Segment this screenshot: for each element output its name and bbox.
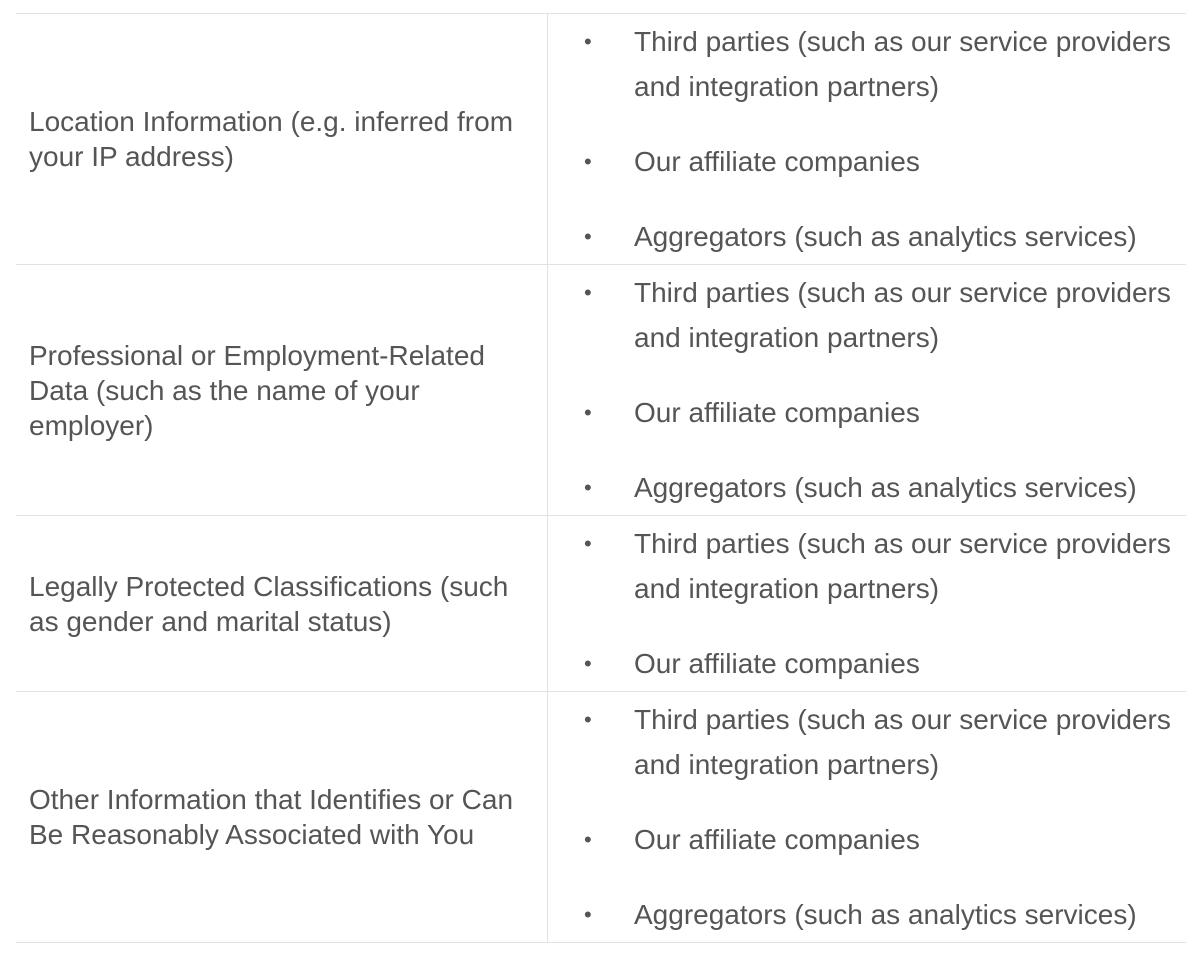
bullet-icon: • bbox=[584, 280, 592, 305]
table-row bbox=[16, 14, 1186, 265]
table-row bbox=[16, 516, 1186, 692]
sources-cell bbox=[548, 516, 1187, 692]
source-label: Aggregators (such as analytics services) bbox=[634, 472, 1137, 503]
bullet-icon: • bbox=[584, 902, 592, 927]
bullet-icon: • bbox=[584, 531, 592, 556]
category-cell: Other Information that Identifies or Can Be Reasonably Associated with You bbox=[16, 692, 548, 943]
source-label: Our affiliate companies bbox=[634, 146, 920, 177]
list-item bbox=[548, 19, 1186, 109]
source-label: Third parties (such as our service providers and integration partners) bbox=[634, 26, 1171, 102]
source-label: Our affiliate companies bbox=[634, 824, 920, 855]
source-list bbox=[548, 270, 1186, 510]
list-item bbox=[548, 214, 1186, 259]
bullet-icon: • bbox=[584, 475, 592, 500]
bullet-icon: • bbox=[584, 224, 592, 249]
list-item bbox=[548, 892, 1186, 937]
bullet-icon: • bbox=[584, 29, 592, 54]
sources-cell bbox=[548, 14, 1187, 265]
data-sources-table bbox=[16, 13, 1186, 943]
source-label: Aggregators (such as analytics services) bbox=[634, 221, 1137, 252]
list-item bbox=[548, 817, 1186, 862]
list-item bbox=[548, 390, 1186, 435]
table-row bbox=[16, 692, 1186, 943]
list-item bbox=[548, 641, 1186, 686]
source-label: Third parties (such as our service providers and integration partners) bbox=[634, 528, 1171, 604]
bullet-icon: • bbox=[584, 400, 592, 425]
bullet-icon: • bbox=[584, 707, 592, 732]
bullet-icon: • bbox=[584, 827, 592, 852]
source-list bbox=[548, 521, 1186, 686]
source-label: Our affiliate companies bbox=[634, 397, 920, 428]
list-item bbox=[548, 697, 1186, 787]
list-item bbox=[548, 465, 1186, 510]
category-cell: Location Information (e.g. inferred from your IP address) bbox=[16, 14, 548, 265]
bullet-icon: • bbox=[584, 149, 592, 174]
list-item bbox=[548, 270, 1186, 360]
bullet-icon: • bbox=[584, 651, 592, 676]
list-item bbox=[548, 521, 1186, 611]
sources-cell bbox=[548, 692, 1187, 943]
sources-cell bbox=[548, 265, 1187, 516]
source-list bbox=[548, 19, 1186, 259]
category-cell: Professional or Employment-Related Data (such as the name of your employer) bbox=[16, 265, 548, 516]
table-row bbox=[16, 265, 1186, 516]
list-item bbox=[548, 139, 1186, 184]
source-list bbox=[548, 697, 1186, 937]
source-label: Third parties (such as our service providers and integration partners) bbox=[634, 277, 1171, 353]
source-label: Aggregators (such as analytics services) bbox=[634, 899, 1137, 930]
category-cell: Legally Protected Classifications (such as gender and marital status) bbox=[16, 516, 548, 692]
source-label: Our affiliate companies bbox=[634, 648, 920, 679]
source-label: Third parties (such as our service providers and integration partners) bbox=[634, 704, 1171, 780]
